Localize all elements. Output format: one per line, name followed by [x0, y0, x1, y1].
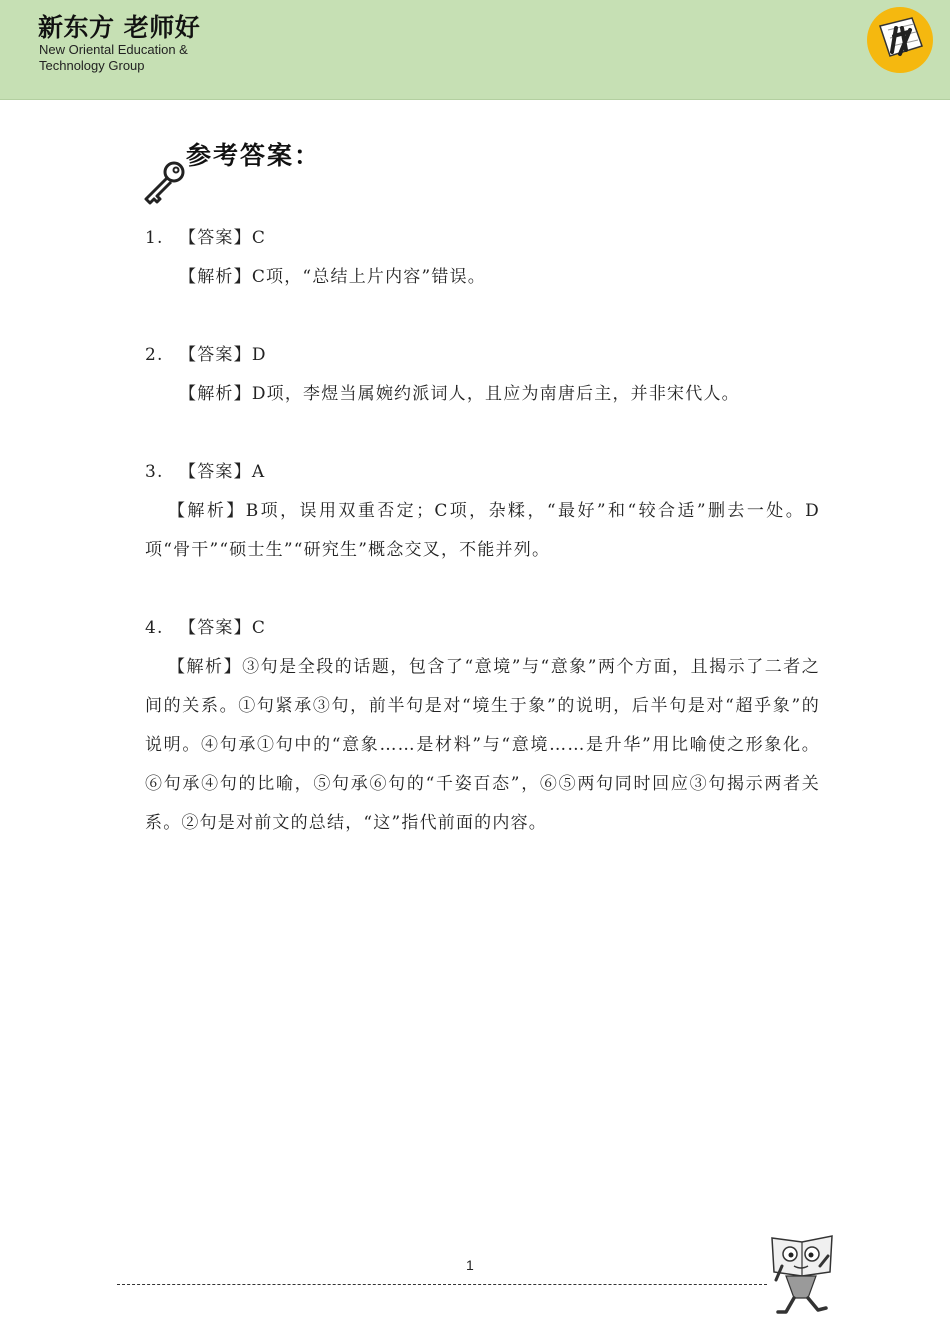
analysis-tag: 【解析】: [168, 501, 246, 521]
brand-name-en-line2: Technology Group: [39, 58, 145, 73]
answer-tag: 【答案】: [179, 345, 252, 365]
section-title: 参考答案：: [186, 141, 322, 170]
page-number: 1: [466, 1257, 474, 1273]
answer-tag: 【答案】: [179, 462, 252, 482]
answer-item: [145, 336, 820, 414]
analysis-line: [145, 375, 820, 414]
answer-item: [145, 609, 820, 843]
answer-list: [145, 219, 820, 882]
answer-line: [145, 453, 820, 492]
analysis-tag: 【解析】: [179, 267, 252, 287]
footer-divider: [117, 1284, 767, 1285]
question-number: 3.: [145, 462, 164, 482]
answer-item: [145, 453, 820, 570]
question-number: 2.: [145, 345, 164, 365]
question-number: 4.: [145, 618, 164, 638]
answer-line: [145, 609, 820, 648]
analysis-tag: 【解析】: [168, 657, 243, 677]
key-icon: [140, 158, 190, 208]
analysis-paragraph: [145, 648, 820, 843]
reading-mascot-icon: [768, 1232, 836, 1316]
answer-value: A: [251, 462, 266, 482]
brand-name-cn: 新东方 老师好: [38, 13, 201, 42]
answer-value: D: [251, 345, 267, 365]
answer-item: [145, 219, 820, 297]
analysis-text: D项，李煜当属婉约派词人，且应为南唐后主，并非宋代人。: [251, 384, 740, 404]
analysis-text: ③句是全段的话题，包含了“意境”与“意象”两个方面，且揭示了二者之间的关系。①句紧承③句，前半句是对“境生于象”的说明，后半句是对“超乎象”的说明。④句承①句中的“意象……是材料”与“意境……是升华”用比喻使之形象化。⑥句承④句的比喻，⑤句承⑥句的“千姿百态”，⑥⑤两句同时回应③句揭示两者关系。②句是对前文的总结，“这”指代前面的内容。: [145, 657, 820, 833]
brand-name-en: [39, 42, 239, 74]
answer-line: [145, 219, 820, 258]
page-header: [0, 0, 950, 100]
answer-value: C: [251, 228, 267, 248]
answer-value: C: [251, 618, 267, 638]
answer-line: [145, 336, 820, 375]
yellow-circle-logo-icon: [866, 6, 934, 74]
analysis-line: [145, 258, 820, 297]
analysis-tag: 【解析】: [179, 384, 252, 404]
analysis-text: C项，“总结上片内容”错误。: [251, 267, 487, 287]
question-number: 1.: [145, 228, 164, 248]
answer-tag: 【答案】: [179, 618, 252, 638]
analysis-text: B项，误用双重否定；C项，杂糅，“最好”和“较合适”删去一处。D项“骨干”“硕士生”“研究生”概念交叉，不能并列。: [145, 501, 820, 560]
brand-name-en-line1: New Oriental Education &: [39, 42, 188, 57]
answer-tag: 【答案】: [179, 228, 252, 248]
analysis-paragraph: [145, 492, 820, 570]
